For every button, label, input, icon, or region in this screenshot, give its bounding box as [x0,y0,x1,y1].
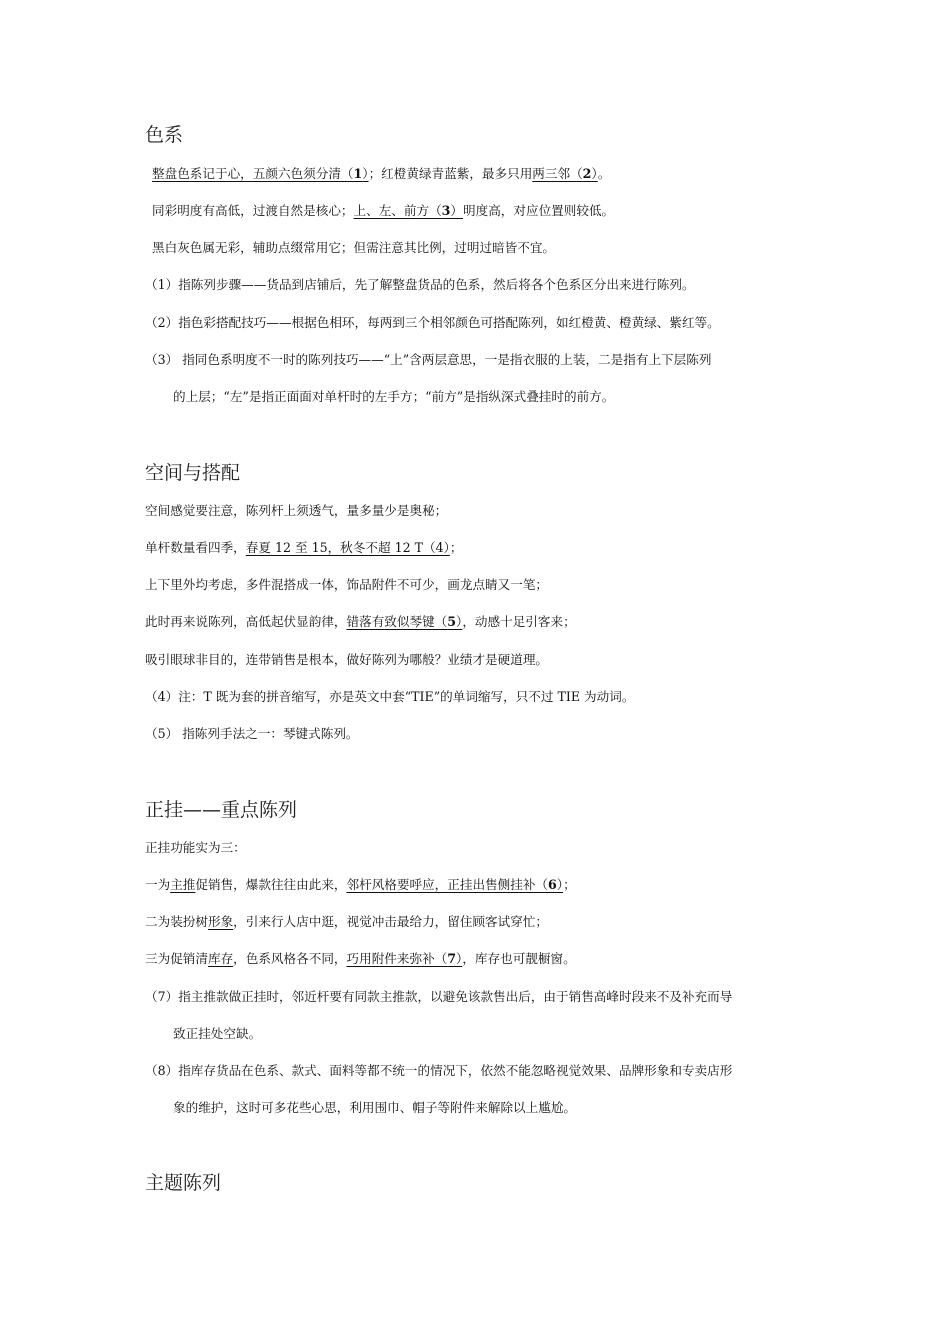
section-heading-front-hang: 正挂——重点陈列 [145,799,298,821]
section-heading-color: 色系 [145,124,184,146]
footnote-8-continued: 象的维护，这时可多花些心思，利用围巾、帽子等附件来解除以上尴尬。 [173,1100,576,1115]
verse-line: 上下里外均考虑，多件混搭成一体，饰品附件不可少，画龙点睛又一笔； [145,577,548,592]
verse-line: 同彩明度有高低，过渡自然是核心；上、左、前方（3）明度高，对应位置则较低。 [152,203,615,218]
verse-line: 整盘色系记于心，五颜六色须分清（1）；红橙黄绿青蓝紫，最多只用两三邻（2）。 [152,166,611,181]
verse-line: 单杆数量看四季，春夏 12 至 15，秋冬不超 12 T（4）； [145,540,463,555]
verse-line: 此时再来说陈列，高低起伏显韵律，错落有致似琴键（5），动感十足引客来； [145,614,576,629]
verse-line: 二为装扮树形象，引来行人店中逛，视觉冲击最给力，留住顾客试穿忙； [145,914,548,929]
footnote-4: （4）注：T 既为套的拼音缩写，亦是英文中套“TIE”的单词缩写，只不过 TIE 为动词。 [145,689,635,704]
footnote-2: （2）指色彩搭配技巧——根据色相环，每两到三个相邻颜色可搭配陈列，如红橙黄、橙黄绿、紫红等。 [145,315,720,330]
section-heading-space: 空间与搭配 [145,462,241,484]
verse-line: 黑白灰色属无彩，辅助点缀常用它；但需注意其比例，过明过暗皆不宜。 [152,240,555,255]
footnote-7-continued: 致正挂处空缺。 [173,1026,262,1041]
verse-line: 一为主推促销售，爆款往往由此来，邻杆风格要呼应，正挂出售侧挂补（6）； [145,877,576,892]
footnote-8: （8）指库存货品在色系、款式、面料等都不统一的情况下，依然不能忽略视觉效果、品牌形象和专卖店形 [145,1063,733,1078]
footnote-5: （5） 指陈列手法之一：琴键式陈列。 [145,726,359,741]
footnote-1: （1）指陈列步骤——货品到店铺后，先了解整盘货品的色系，然后将各个色系区分出来进行陈列。 [145,277,695,292]
footnote-7: （7）指主推款做正挂时，邻近杆要有同款主推款，以避免该款售出后，由于销售高峰时段来不及补充而导 [145,989,733,1004]
verse-line: 正挂功能实为三： [145,840,246,855]
verse-line: 三为促销清库存，色系风格各不同，巧用附件来弥补（7），库存也可靓橱窗。 [145,951,576,966]
footnote-3: （3） 指同色系明度不一时的陈列技巧——“上”含两层意思，一是指衣服的上装，二是指有上下层陈列 [145,352,712,367]
verse-line: 吸引眼球非目的，连带销售是根本，做好陈列为哪般？业绩才是硬道理。 [145,652,548,667]
footnote-3-continued: 的上层；“左”是指正面面对单杆时的左手方；“前方”是指纵深式叠挂时的前方。 [173,389,615,404]
section-heading-theme: 主题陈列 [145,1172,222,1194]
verse-line: 空间感觉要注意，陈列杆上须透气，量多量少是奥秘； [145,503,448,518]
